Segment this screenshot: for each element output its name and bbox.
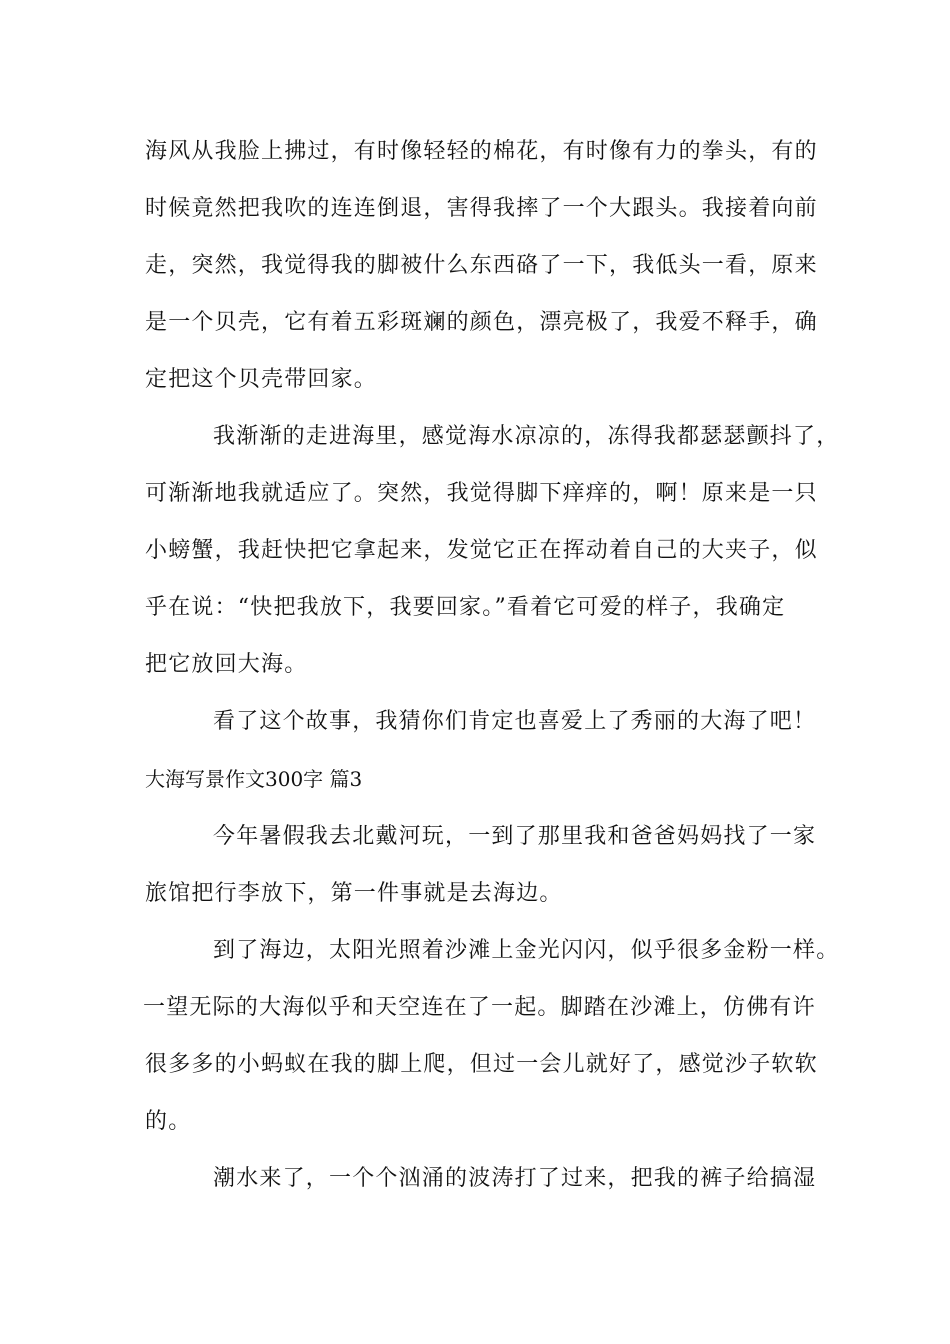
text-line: 时候竟然把我吹的连连倒退，害得我摔了一个大跟头。我接着向前 bbox=[145, 196, 818, 221]
text-line: 看了这个故事，我猜你们肯定也喜爱上了秀丽的大海了吧！ bbox=[213, 709, 817, 734]
text-line: 今年暑假我去北戴河玩，一到了那里我和爸爸妈妈找了一家 bbox=[213, 824, 817, 849]
text-line: 乎在说：“快把我放下，我要回家。”看着它可爱的样子，我确定 bbox=[145, 595, 786, 620]
text-line: 海风从我脸上拂过，有时像轻轻的棉花，有时像有力的拳头，有的 bbox=[145, 139, 818, 164]
text-line: 潮水来了，一个个汹涌的波涛打了过来，把我的裤子给搞湿 bbox=[213, 1166, 817, 1191]
text-line: 一望无际的大海似乎和天空连在了一起。脚踏在沙滩上，仿佛有许 bbox=[143, 995, 816, 1020]
section-heading: 大海写景作文300字 篇3 bbox=[145, 767, 363, 791]
text-line: 定把这个贝壳带回家。 bbox=[145, 367, 378, 392]
text-line: 我渐渐的走进海里，感觉海水凉凉的，冻得我都瑟瑟颤抖了， bbox=[213, 424, 840, 449]
text-line: 是一个贝壳，它有着五彩斑斓的颜色，漂亮极了，我爱不释手，确 bbox=[145, 310, 818, 335]
text-line: 小螃蟹，我赶快把它拿起来，发觉它正在挥动着自己的大夹子，似 bbox=[145, 538, 818, 563]
text-line: 走，突然，我觉得我的脚被什么东西硌了一下，我低头一看，原来 bbox=[145, 253, 818, 278]
text-line: 到了海边，太阳光照着沙滩上金光闪闪，似乎很多金粉一样。 bbox=[213, 938, 840, 963]
text-line: 可渐渐地我就适应了。突然，我觉得脚下痒痒的，啊！原来是一只 bbox=[145, 481, 818, 506]
text-line: 把它放回大海。 bbox=[145, 652, 308, 677]
text-line: 旅馆把行李放下，第一件事就是去海边。 bbox=[145, 881, 563, 906]
text-line: 的。 bbox=[145, 1109, 192, 1134]
text-line: 很多多的小蚂蚁在我的脚上爬，但过一会儿就好了，感觉沙子软软 bbox=[145, 1052, 818, 1077]
